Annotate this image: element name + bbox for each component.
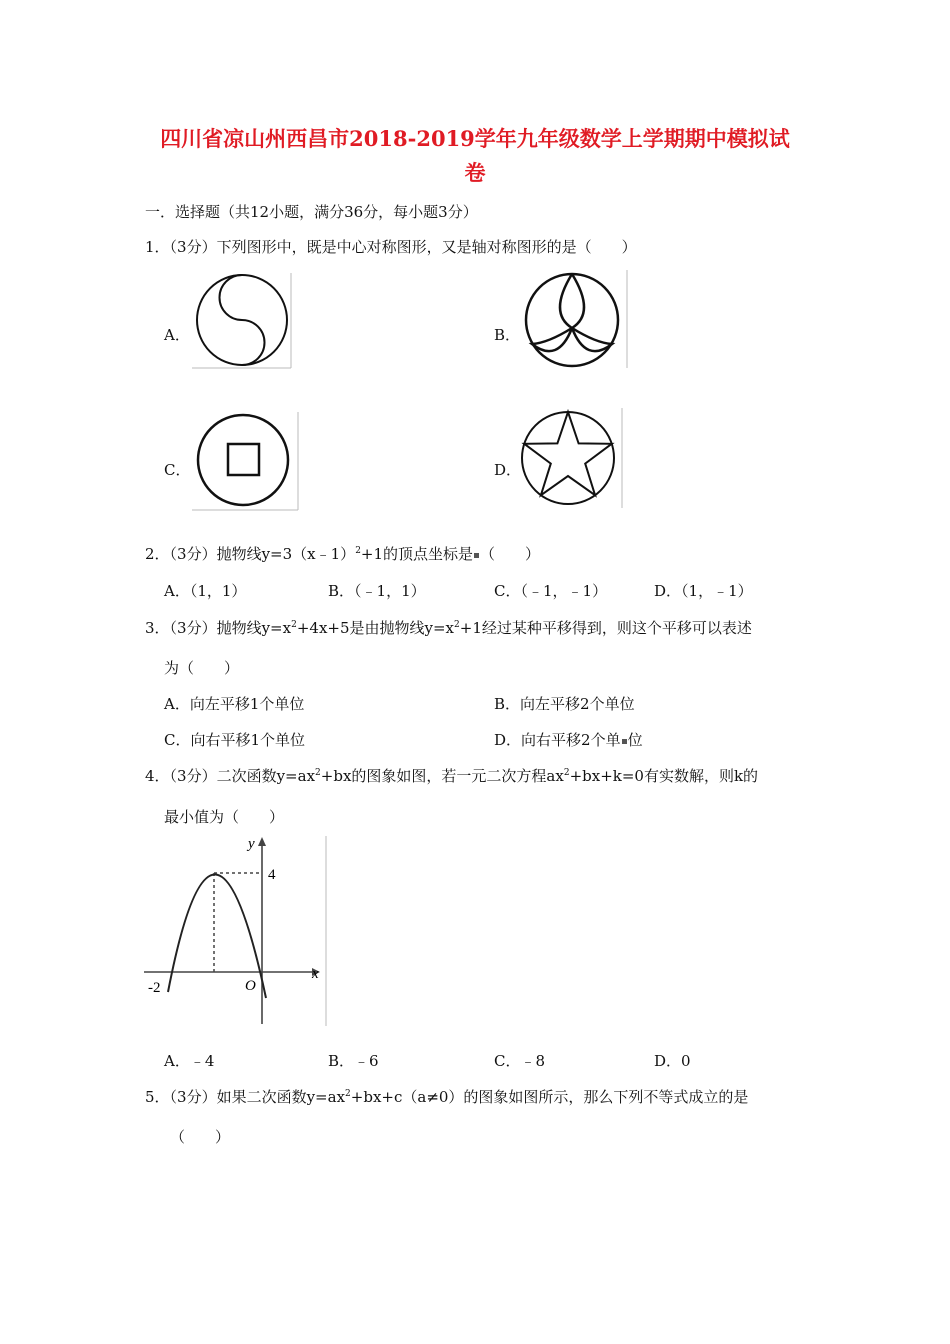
q3-option-a: A．向左平移1个单位 bbox=[164, 695, 305, 713]
root-left-label: -2 bbox=[148, 980, 161, 996]
vertex-value-label: 4 bbox=[268, 867, 276, 883]
section-heading: 一．选择题（共12小题，满分36分，每小题3分） bbox=[145, 203, 478, 221]
parabola-graph bbox=[142, 832, 330, 1028]
q3-option-d: D．向右平移2个单 位 bbox=[494, 731, 643, 749]
q2-option-d: D．（1，﹣1） bbox=[654, 582, 753, 600]
q3-option-c: C．向右平移1个单位 bbox=[164, 731, 306, 749]
q4-option-c: C．﹣8 bbox=[494, 1052, 546, 1070]
y-axis-label: y bbox=[248, 836, 255, 852]
yin-yang-circle-figure bbox=[190, 271, 294, 369]
q2-option-c: C．（﹣1，﹣1） bbox=[494, 582, 608, 600]
doc-title-line1: 四川省凉山州西昌市2018-2019学年九年级数学上学期期中模拟试 bbox=[160, 126, 790, 151]
q5-stem-line1: 5．（3分）如果二次函数$y=ax^2+bx+c(a\ne 0)$的图象如图所示，那么下列不等式成立的是 bbox=[145, 1088, 749, 1106]
x-axis-label: x bbox=[312, 966, 319, 982]
stray-mark bbox=[622, 739, 627, 744]
q1-option-d-label: D． bbox=[494, 461, 522, 479]
y-axis-arrow bbox=[258, 837, 266, 846]
doc-title-line2: 卷 bbox=[464, 160, 486, 185]
q4-option-a: A．﹣4 bbox=[164, 1052, 215, 1070]
circle-with-square-figure bbox=[190, 410, 300, 512]
q4-stem-line1: 4．（3分）二次函数$y=ax^2+bx$的图象如图，若一元二次方程$ax^2+bx+k=0$有实数解，则k的 bbox=[145, 767, 759, 785]
q3-stem-line2: 为（ ） bbox=[164, 659, 240, 677]
q4-option-d: D．0 bbox=[654, 1052, 691, 1070]
q5-stem-line2: （ ） bbox=[170, 1128, 231, 1146]
q4-stem-line2: 最小值为（ ） bbox=[164, 808, 285, 826]
star-in-circle-figure bbox=[518, 406, 626, 510]
q1-option-c-label: C． bbox=[164, 461, 191, 479]
q3-option-b: B．向左平移2个单位 bbox=[494, 695, 635, 713]
q4-option-b: B．﹣6 bbox=[328, 1052, 379, 1070]
q1-option-a-label: A． bbox=[164, 326, 190, 344]
stray-mark bbox=[474, 553, 479, 558]
origin-label: O bbox=[245, 978, 256, 994]
q2-option-b: B．（﹣1，1） bbox=[328, 582, 426, 600]
q1-stem: 1．（3分）下列图形中，既是中心对称图形，又是轴对称图形的是（ ） bbox=[145, 238, 637, 256]
q2-stem: 2．（3分）抛物线y=3（x﹣1）$^2$+1的顶点坐标是 （ ） bbox=[145, 545, 541, 563]
q2-option-a: A．（1，1） bbox=[164, 582, 247, 600]
three-lens-circle-figure bbox=[518, 268, 630, 370]
q1-option-b-label: B． bbox=[494, 326, 521, 344]
q3-stem-line1: 3．（3分）抛物线$y=x^2+4x+5$是由抛物线$y=x^2+1$经过某种平移得到，则这个平移可以表述 bbox=[145, 619, 752, 637]
